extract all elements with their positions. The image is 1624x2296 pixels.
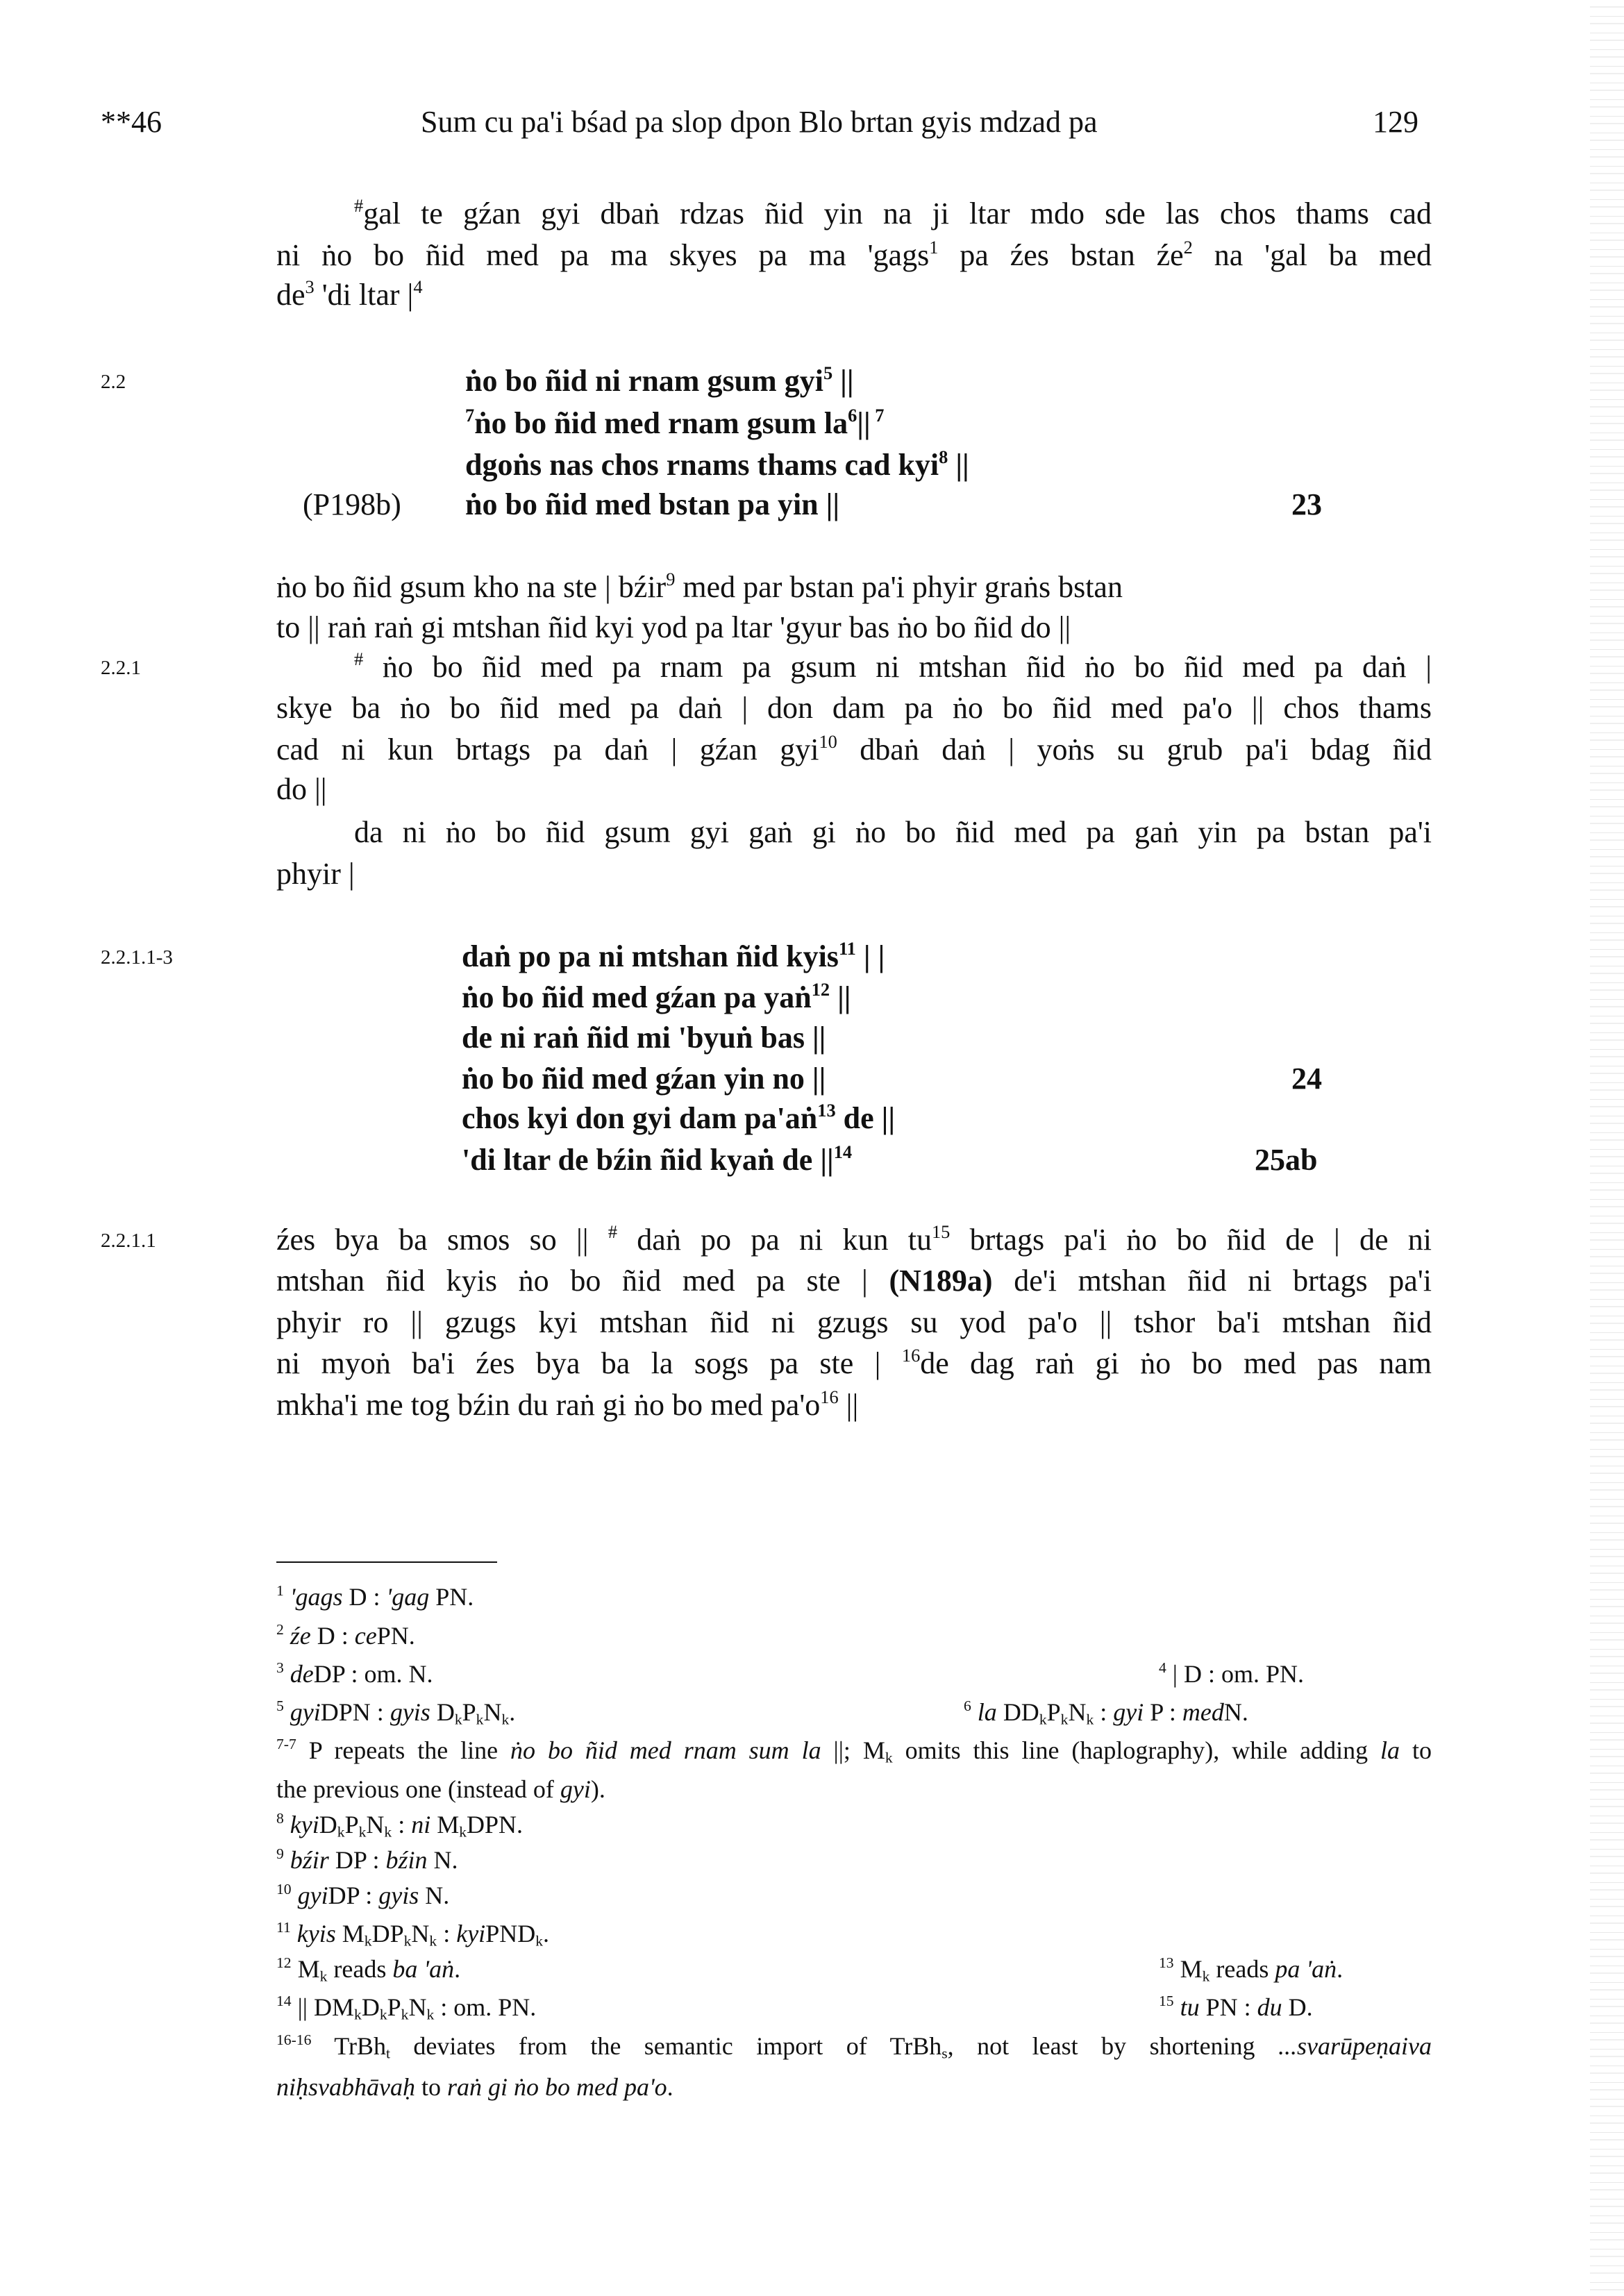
text-run: daṅ po pa ni mtshan ñid kyis bbox=[462, 939, 839, 973]
subscript: k bbox=[364, 1932, 372, 1950]
text-run: do || bbox=[276, 772, 327, 806]
superscript: 1 bbox=[276, 1582, 284, 1599]
superscript: 10 bbox=[276, 1880, 292, 1897]
text-run: ṅo bo ñid med gźan pa yaṅ bbox=[462, 980, 812, 1014]
italic-text: 'gag bbox=[386, 1583, 430, 1611]
subscript: k bbox=[476, 1711, 484, 1728]
superscript: 13 bbox=[1159, 1954, 1174, 1971]
superscript: 2 bbox=[1183, 236, 1193, 258]
text-run: P bbox=[344, 1811, 359, 1838]
subscript: k bbox=[379, 2006, 387, 2023]
section-ref: 2.2 bbox=[101, 371, 126, 393]
text-run: || bbox=[832, 364, 854, 398]
subscript: k bbox=[1202, 1968, 1210, 1985]
text-run bbox=[284, 1698, 290, 1726]
text-run: ni ṅo bo ñid med pa ma skyes pa ma 'gags bbox=[276, 238, 930, 272]
footnote bbox=[276, 1621, 415, 1650]
text-run: ṅo bo ñid med rnam gsum la bbox=[474, 406, 848, 440]
footnote bbox=[276, 1810, 523, 1839]
footnote bbox=[964, 1698, 1248, 1727]
italic-text: ni bbox=[411, 1811, 431, 1838]
page-number: 129 bbox=[1373, 105, 1418, 139]
text-run: M bbox=[430, 1811, 460, 1838]
subscript: k bbox=[535, 1932, 544, 1950]
text-run: daṅ po pa ni kun tu bbox=[617, 1223, 932, 1257]
superscript: 8 bbox=[939, 446, 948, 467]
text-run: 'di ltar de bźin ñid kyaṅ de || bbox=[462, 1143, 834, 1177]
text-run: de dag raṅ gi ṅo bo med pas nam bbox=[920, 1346, 1432, 1380]
verse-line bbox=[462, 1142, 852, 1178]
text-line bbox=[354, 196, 1432, 232]
text-run: N bbox=[1068, 1698, 1087, 1726]
header-section-number: **46 bbox=[101, 105, 162, 139]
text-run: gal te gźan gyi dbaṅ rdzas ñid yin na ji ltar mdo sde las chos thams cad bbox=[363, 196, 1432, 231]
text-line bbox=[276, 690, 1432, 726]
italic-text: 'gags bbox=[290, 1583, 343, 1611]
subscript: t bbox=[385, 2045, 390, 2062]
text-run: ||; M bbox=[821, 1736, 885, 1764]
italic-text: kyis bbox=[296, 1920, 336, 1947]
text-run: 'di ltar | bbox=[314, 278, 414, 312]
superscript: 12 bbox=[276, 1954, 292, 1971]
verse-line bbox=[465, 363, 854, 399]
italic-text: gyi bbox=[1113, 1698, 1144, 1726]
text-run: . bbox=[543, 1920, 550, 1947]
footnote bbox=[276, 1775, 605, 1804]
superscript: 10 bbox=[819, 730, 837, 752]
verse-line bbox=[462, 1020, 826, 1056]
text-run: PN. bbox=[429, 1583, 474, 1611]
verse-line bbox=[465, 405, 884, 442]
subscript: k bbox=[1039, 1711, 1047, 1728]
text-run: || bbox=[948, 448, 969, 482]
superscript: 12 bbox=[811, 978, 830, 1000]
text-line bbox=[276, 1263, 1432, 1299]
footnote bbox=[1159, 1659, 1304, 1689]
text-run: : bbox=[437, 1920, 457, 1947]
superscript: 16 bbox=[901, 1344, 921, 1366]
text-run: : om. PN. bbox=[434, 1993, 537, 2021]
text-run: cad ni kun brtags pa daṅ | gźan gyi bbox=[276, 732, 819, 766]
text-run: N bbox=[366, 1811, 385, 1838]
text-line bbox=[276, 856, 355, 892]
footnote bbox=[276, 1881, 449, 1910]
text-run: dgoṅs nas chos rnams thams cad kyi bbox=[465, 448, 939, 482]
section-ref: 2.2.1 bbox=[101, 657, 141, 679]
superscript: 3 bbox=[305, 276, 315, 297]
superscript: 6 bbox=[964, 1697, 971, 1714]
verse-line bbox=[462, 980, 851, 1016]
footnote bbox=[276, 1954, 460, 1984]
text-line bbox=[276, 1346, 1432, 1382]
text-run: P bbox=[1046, 1698, 1061, 1726]
text-run: mtshan ñid kyis ṅo bo ñid med pa ste | bbox=[276, 1264, 889, 1298]
text-run: ni myoṅ ba'i źes bya ba la sogs pa ste | bbox=[276, 1346, 902, 1380]
text-run: to bbox=[415, 2073, 447, 2101]
text-run: reads bbox=[327, 1955, 393, 1983]
text-run: reads bbox=[1209, 1955, 1275, 1983]
text-run: dbaṅ daṅ | yoṅs su grub pa'i bdag ñid bbox=[837, 732, 1432, 766]
superscript: # bbox=[354, 648, 364, 669]
text-run: D bbox=[430, 1698, 455, 1726]
italic-text: ba 'aṅ bbox=[392, 1955, 455, 1983]
italic-text: bźin bbox=[385, 1846, 428, 1874]
text-run: de || bbox=[835, 1101, 896, 1135]
text-run: D bbox=[319, 1811, 337, 1838]
verse-line bbox=[465, 487, 839, 523]
italic-text: ce bbox=[354, 1622, 377, 1650]
subscript: k bbox=[1086, 1711, 1094, 1728]
superscript: 2 bbox=[276, 1620, 284, 1638]
text-line bbox=[276, 1222, 1432, 1258]
subscript: k bbox=[403, 1932, 412, 1950]
subscript: k bbox=[885, 1749, 893, 1766]
text-run: . bbox=[454, 1955, 461, 1983]
text-line bbox=[276, 1387, 858, 1423]
text-run: || DM bbox=[291, 1993, 355, 2021]
subscript: k bbox=[454, 1711, 462, 1728]
text-run: D bbox=[361, 1993, 380, 2021]
text-run: P bbox=[462, 1698, 476, 1726]
text-run: brtags pa'i ṅo bo ñid de | de ni bbox=[950, 1223, 1432, 1257]
italic-text: gyis bbox=[390, 1698, 430, 1726]
superscript: 16 bbox=[820, 1386, 839, 1407]
text-run: DP : bbox=[328, 1846, 386, 1874]
text-line bbox=[276, 1305, 1432, 1341]
subscript: k bbox=[426, 2006, 435, 2023]
text-run: źes bya ba smos so || bbox=[276, 1223, 608, 1257]
text-run: N bbox=[411, 1920, 430, 1947]
text-run: N. bbox=[1223, 1698, 1248, 1726]
text-run: de bbox=[276, 278, 305, 312]
section-ref: 2.2.1.1 bbox=[101, 1230, 156, 1252]
superscript: 14 bbox=[833, 1141, 853, 1162]
text-run: omits this line (haplography), while adding bbox=[892, 1736, 1381, 1764]
text-run: . bbox=[509, 1698, 516, 1726]
footnote bbox=[276, 1582, 474, 1611]
italic-text: gyi bbox=[297, 1882, 328, 1909]
text-run: ṅo bo ñid med bstan pa yin || bbox=[465, 487, 840, 521]
superscript: 7 bbox=[465, 404, 475, 426]
italic-text: gyis bbox=[378, 1882, 419, 1909]
text-line bbox=[354, 649, 1432, 685]
superscript: 13 bbox=[817, 1099, 836, 1121]
text-line bbox=[276, 610, 1071, 646]
subscript: k bbox=[1060, 1711, 1069, 1728]
text-run bbox=[292, 1882, 298, 1909]
text-run: N bbox=[483, 1698, 502, 1726]
text-run: P : bbox=[1144, 1698, 1182, 1726]
footnote bbox=[276, 1736, 1432, 1765]
footnote bbox=[276, 1698, 515, 1727]
superscript: 7 bbox=[870, 404, 885, 426]
text-run: ṅo bo ñid ni rnam gsum gyi bbox=[465, 364, 823, 398]
footnote bbox=[276, 1993, 536, 2022]
subscript: k bbox=[354, 2006, 362, 2023]
superscript: 11 bbox=[838, 937, 856, 959]
italic-text: ...svarūpeṇaiva bbox=[1278, 2032, 1432, 2060]
verse-line bbox=[465, 447, 969, 483]
superscript: # bbox=[608, 1221, 618, 1242]
text-run bbox=[284, 1846, 290, 1874]
italic-text: tu bbox=[1180, 1993, 1200, 2021]
italic-text: med bbox=[1182, 1698, 1224, 1726]
text-run: ṅo bo ñid gsum kho na ste | bźir bbox=[276, 570, 667, 604]
text-line bbox=[276, 569, 1123, 605]
text-run: , not least by shortening bbox=[947, 2032, 1279, 2060]
verse-line bbox=[462, 1061, 826, 1097]
text-run: : bbox=[392, 1811, 412, 1838]
text-run bbox=[284, 1622, 290, 1650]
italic-text: kyi bbox=[290, 1811, 319, 1838]
superscript: 9 bbox=[276, 1845, 284, 1862]
text-run: ṅo bo ñid med pa rnam pa gsum ni mtshan ñid ṅo bo ñid med pa daṅ | bbox=[363, 650, 1432, 684]
text-run: M bbox=[335, 1920, 365, 1947]
verse-number: 23 bbox=[1291, 487, 1322, 521]
text-run: mkha'i me tog bźin du raṅ gi ṅo bo med pa'o bbox=[276, 1388, 821, 1422]
text-run: phyir ro || gzugs kyi mtshan ñid ni gzugs su yod pa'o || tshor ba'i mtshan ñid bbox=[276, 1305, 1432, 1339]
italic-text: niḥsvabhāvaḥ bbox=[276, 2073, 415, 2101]
text-run: to bbox=[1400, 1736, 1432, 1764]
text-line bbox=[276, 277, 423, 313]
text-run: P repeats the line bbox=[296, 1736, 511, 1764]
footnote bbox=[1159, 1954, 1343, 1984]
running-title: Sum cu pa'i bśad pa slop dpon Blo brtan gyis mdzad pa bbox=[421, 105, 1098, 139]
folio-ref: (P198b) bbox=[303, 487, 401, 521]
superscript: 4 bbox=[413, 276, 423, 297]
footnote bbox=[276, 1919, 549, 1948]
bold-text: (N189a) bbox=[889, 1264, 993, 1298]
footnote bbox=[276, 2072, 673, 2102]
text-run: deviates from the semantic import of TrBh bbox=[390, 2032, 942, 2060]
superscript: 11 bbox=[276, 1918, 291, 1936]
text-run: P bbox=[387, 1993, 401, 2021]
text-line bbox=[276, 771, 327, 807]
text-run bbox=[284, 1660, 290, 1688]
subscript: k bbox=[384, 1823, 392, 1841]
text-run: chos kyi don gyi dam pa'aṅ bbox=[462, 1101, 818, 1135]
text-run: D. bbox=[1282, 1993, 1313, 2021]
text-run: PN. bbox=[376, 1622, 415, 1650]
subscript: s bbox=[941, 2045, 948, 2062]
superscript: # bbox=[354, 194, 364, 216]
subscript: k bbox=[401, 2006, 409, 2023]
superscript: 3 bbox=[276, 1659, 284, 1676]
italic-text: kyi bbox=[456, 1920, 486, 1947]
superscript: 9 bbox=[666, 568, 676, 589]
text-run: M bbox=[1173, 1955, 1203, 1983]
text-run: N. bbox=[419, 1882, 450, 1909]
text-run: D : bbox=[342, 1583, 387, 1611]
text-run: DP : bbox=[328, 1882, 379, 1909]
text-run: ṅo bo ñid med gźan yin no || bbox=[462, 1062, 826, 1096]
verse-number: 25ab bbox=[1255, 1143, 1318, 1177]
text-run: DP bbox=[371, 1920, 404, 1947]
text-run: ). bbox=[590, 1775, 605, 1803]
footnote bbox=[276, 1845, 458, 1875]
text-line bbox=[276, 732, 1432, 768]
text-run bbox=[1174, 1993, 1180, 2021]
superscript: 15 bbox=[931, 1221, 951, 1242]
superscript: 4 bbox=[1159, 1659, 1166, 1676]
text-run bbox=[971, 1698, 978, 1726]
text-run: TrBh bbox=[311, 2032, 386, 2060]
italic-text: ṅo bo ñid med rnam sum la bbox=[510, 1736, 821, 1764]
subscript: k bbox=[358, 1823, 367, 1841]
text-run bbox=[291, 1920, 297, 1947]
text-run: de ni raṅ ñid mi 'byuṅ bas || bbox=[462, 1021, 826, 1055]
italic-text: źe bbox=[290, 1622, 311, 1650]
text-line bbox=[276, 237, 1432, 274]
text-run: da ni ṅo bo ñid gsum gyi gaṅ gi ṅo bo ñid med pa gaṅ yin pa bstan pa'i bbox=[354, 815, 1432, 849]
text-run: . bbox=[1337, 1955, 1343, 1983]
italic-text: bźir bbox=[290, 1846, 329, 1874]
text-run bbox=[284, 1811, 290, 1838]
text-run: || bbox=[857, 406, 871, 440]
text-run: PND bbox=[485, 1920, 536, 1947]
italic-text: du bbox=[1257, 1993, 1282, 2021]
text-run: med par bstan pa'i phyir graṅs bstan bbox=[675, 570, 1123, 604]
text-line bbox=[354, 814, 1432, 850]
text-run: to || raṅ raṅ gi mtshan ñid kyi yod pa ltar 'gyur bas ṅo bo ñid do || bbox=[276, 610, 1071, 644]
text-run: pa źes bstan źe bbox=[938, 238, 1184, 272]
text-run: PN : bbox=[1199, 1993, 1257, 2021]
text-run: skye ba ṅo bo ñid med pa daṅ | don dam pa ṅo bo ñid med pa'o || chos thams bbox=[276, 691, 1432, 725]
text-run bbox=[284, 1583, 290, 1611]
superscript: 14 bbox=[276, 1992, 292, 2009]
superscript: 7-7 bbox=[276, 1735, 296, 1752]
italic-text: la bbox=[977, 1698, 997, 1726]
italic-text: gyi bbox=[290, 1698, 321, 1726]
italic-text: de bbox=[290, 1660, 314, 1688]
text-run: M bbox=[291, 1955, 320, 1983]
subscript: k bbox=[319, 1968, 328, 1985]
footnote-rule bbox=[276, 1561, 497, 1563]
text-run: | D : om. PN. bbox=[1166, 1660, 1305, 1688]
italic-text: la bbox=[1380, 1736, 1400, 1764]
text-run: N. bbox=[427, 1846, 458, 1874]
text-run: : bbox=[1094, 1698, 1114, 1726]
subscript: k bbox=[337, 1823, 345, 1841]
italic-text: gyi bbox=[560, 1775, 591, 1803]
footnote bbox=[1159, 1993, 1313, 2022]
superscript: 15 bbox=[1159, 1992, 1174, 2009]
verse-line bbox=[462, 1100, 895, 1137]
text-run: DPN. bbox=[467, 1811, 524, 1838]
text-run: D : bbox=[310, 1622, 355, 1650]
text-run: phyir | bbox=[276, 857, 355, 891]
superscript: 5 bbox=[276, 1697, 284, 1714]
subscript: k bbox=[459, 1823, 467, 1841]
verse-line bbox=[462, 939, 885, 975]
text-run: . bbox=[667, 2073, 673, 2101]
superscript: 6 bbox=[848, 404, 857, 426]
footnote bbox=[276, 2031, 1432, 2061]
superscript: 1 bbox=[929, 236, 939, 258]
text-run: N bbox=[408, 1993, 427, 2021]
text-run: DP : om. N. bbox=[313, 1660, 433, 1688]
text-run: || bbox=[830, 980, 851, 1014]
superscript: 5 bbox=[823, 362, 833, 383]
text-run: the previous one (instead of bbox=[276, 1775, 560, 1803]
scan-edge-noise bbox=[1590, 0, 1624, 2296]
text-run: na 'gal ba med bbox=[1192, 238, 1432, 272]
subscript: k bbox=[429, 1932, 437, 1950]
superscript: 8 bbox=[276, 1809, 284, 1827]
text-run: | | bbox=[855, 939, 885, 973]
text-run: DD bbox=[996, 1698, 1039, 1726]
text-run: de'i mtshan ñid ni brtags pa'i bbox=[992, 1264, 1432, 1298]
superscript: 16-16 bbox=[276, 2031, 312, 2048]
italic-text: raṅ gi ṅo bo med pa'o bbox=[446, 2073, 667, 2101]
italic-text: pa 'aṅ bbox=[1275, 1955, 1337, 1983]
text-run: || bbox=[838, 1388, 859, 1422]
footnote bbox=[276, 1659, 433, 1689]
text-run: DPN : bbox=[320, 1698, 390, 1726]
subscript: k bbox=[501, 1711, 510, 1728]
section-ref: 2.2.1.1-3 bbox=[101, 946, 173, 969]
verse-number: 24 bbox=[1291, 1062, 1322, 1096]
